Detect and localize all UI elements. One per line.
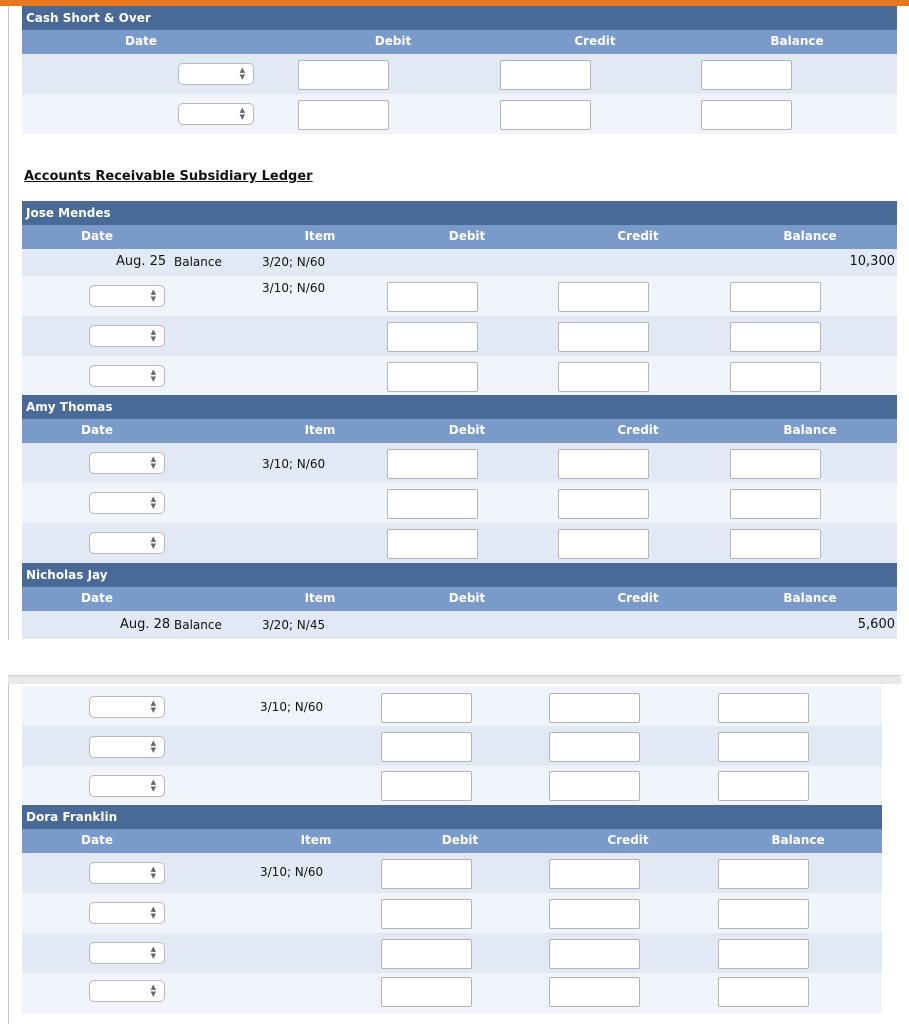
entry-item: 3/10; N/60	[260, 700, 324, 714]
jose-mendes-header-row	[22, 225, 897, 249]
date-select[interactable]	[89, 285, 165, 307]
dora-franklin-entry-row	[22, 973, 882, 1013]
debit-input[interactable]	[381, 899, 472, 929]
cash-short-over-title: Cash Short & Over	[22, 6, 897, 30]
header-item: Item	[300, 833, 332, 847]
date-select[interactable]	[89, 862, 165, 884]
credit-input[interactable]	[500, 60, 591, 90]
balance-row-date: Aug. 28	[120, 617, 171, 632]
credit-input[interactable]	[549, 732, 640, 762]
up-down-arrows-icon: ▲ ▼	[150, 495, 156, 510]
nicholas-jay-entry-row	[22, 766, 882, 805]
balance-input[interactable]	[718, 693, 809, 723]
header-balance: Balance	[783, 423, 837, 437]
up-down-arrows-icon: ▲ ▼	[239, 66, 245, 81]
balance-input[interactable]	[730, 449, 821, 479]
up-down-arrows-icon: ▲ ▼	[150, 865, 156, 880]
balance-row-date: Aug. 25	[116, 254, 167, 269]
date-select[interactable]	[178, 63, 254, 85]
debit-input[interactable]	[387, 449, 478, 479]
left-rule	[8, 683, 9, 1024]
balance-input[interactable]	[701, 60, 792, 90]
header-debit: Debit	[448, 423, 486, 437]
up-down-arrows-icon: ▲ ▼	[150, 739, 156, 754]
header-balance: Balance	[770, 34, 824, 48]
ar-ledger-heading: Accounts Receivable Subsidiary Ledger	[24, 169, 313, 184]
jose-mendes-entry-row	[22, 356, 897, 396]
credit-input[interactable]	[558, 362, 649, 392]
date-select[interactable]	[89, 452, 165, 474]
credit-input[interactable]	[549, 693, 640, 723]
header-date: Date	[81, 591, 113, 605]
balance-row-label: Balance	[174, 255, 222, 269]
header-date: Date	[125, 34, 157, 48]
balance-row-label: Balance	[174, 618, 222, 632]
balance-input[interactable]	[730, 322, 821, 352]
balance-row-item: 3/20; N/60	[262, 255, 326, 269]
debit-input[interactable]	[381, 939, 472, 969]
date-select[interactable]	[89, 980, 165, 1002]
up-down-arrows-icon: ▲ ▼	[150, 945, 156, 960]
balance-input[interactable]	[718, 939, 809, 969]
date-select[interactable]	[89, 902, 165, 924]
balance-input[interactable]	[718, 732, 809, 762]
credit-input[interactable]	[549, 977, 640, 1007]
credit-input[interactable]	[549, 771, 640, 801]
debit-input[interactable]	[298, 60, 389, 90]
up-down-arrows-icon: ▲ ▼	[150, 983, 156, 998]
date-select[interactable]	[178, 103, 254, 125]
nicholas-jay-balance-row	[22, 611, 897, 639]
header-debit: Debit	[441, 833, 479, 847]
dora-franklin-entry-row	[22, 853, 882, 893]
balance-input[interactable]	[730, 362, 821, 392]
header-credit: Credit	[617, 591, 659, 605]
balance-input[interactable]	[701, 100, 792, 130]
debit-input[interactable]	[381, 977, 472, 1007]
debit-input[interactable]	[381, 859, 472, 889]
left-rule	[8, 6, 9, 640]
credit-input[interactable]	[558, 449, 649, 479]
header-item: Item	[304, 229, 336, 243]
debit-input[interactable]	[381, 693, 472, 723]
up-down-arrows-icon: ▲ ▼	[150, 455, 156, 470]
balance-input[interactable]	[730, 529, 821, 559]
amy-thomas-title: Amy Thomas	[22, 395, 897, 419]
date-select[interactable]	[89, 492, 165, 514]
credit-input[interactable]	[549, 899, 640, 929]
balance-row-balance: 5,600	[857, 617, 895, 632]
balance-input[interactable]	[718, 771, 809, 801]
credit-input[interactable]	[549, 859, 640, 889]
header-date: Date	[81, 229, 113, 243]
up-down-arrows-icon: ▲ ▼	[150, 535, 156, 550]
date-select[interactable]	[89, 942, 165, 964]
debit-input[interactable]	[387, 322, 478, 352]
credit-input[interactable]	[549, 939, 640, 969]
jose-mendes-entry-row	[22, 316, 897, 356]
amy-thomas-entry-row	[22, 443, 897, 483]
up-down-arrows-icon: ▲ ▼	[150, 368, 156, 383]
balance-input[interactable]	[718, 899, 809, 929]
balance-row-balance: 10,300	[849, 254, 895, 269]
header-balance: Balance	[771, 833, 825, 847]
credit-input[interactable]	[500, 100, 591, 130]
header-item: Item	[304, 591, 336, 605]
up-down-arrows-icon: ▲ ▼	[150, 905, 156, 920]
debit-input[interactable]	[381, 771, 472, 801]
nicholas-jay-title: Nicholas Jay	[22, 563, 897, 587]
date-select[interactable]	[89, 325, 165, 347]
nicholas-jay-entry-row	[22, 686, 882, 726]
header-credit: Credit	[607, 833, 649, 847]
date-select[interactable]	[89, 365, 165, 387]
nicholas-jay-entry-row	[22, 726, 882, 766]
header-date: Date	[81, 833, 113, 847]
debit-input[interactable]	[381, 732, 472, 762]
up-down-arrows-icon: ▲ ▼	[239, 106, 245, 121]
balance-input[interactable]	[718, 977, 809, 1007]
credit-input[interactable]	[558, 322, 649, 352]
credit-input[interactable]	[558, 282, 649, 312]
balance-input[interactable]	[730, 489, 821, 519]
cash-short-over-header-row	[22, 30, 897, 54]
amy-thomas-header-row	[22, 419, 897, 443]
date-select[interactable]	[89, 775, 165, 797]
dora-franklin-title: Dora Franklin	[22, 805, 882, 829]
jose-mendes-balance-row	[22, 249, 897, 276]
up-down-arrows-icon: ▲ ▼	[150, 328, 156, 343]
credit-input[interactable]	[558, 529, 649, 559]
debit-input[interactable]	[387, 529, 478, 559]
header-credit: Credit	[574, 34, 616, 48]
entry-item: 3/10; N/60	[262, 281, 326, 295]
amy-thomas-entry-row	[22, 523, 897, 563]
credit-input[interactable]	[558, 489, 649, 519]
header-item: Item	[304, 423, 336, 437]
amy-thomas-entry-row	[22, 483, 897, 523]
date-select[interactable]	[89, 736, 165, 758]
up-down-arrows-icon: ▲ ▼	[150, 288, 156, 303]
balance-row-item: 3/20; N/45	[262, 618, 326, 632]
debit-input[interactable]	[387, 362, 478, 392]
jose-mendes-title: Jose Mendes	[22, 201, 897, 225]
header-credit: Credit	[617, 423, 659, 437]
dora-franklin-header-row	[22, 829, 882, 853]
balance-input[interactable]	[718, 859, 809, 889]
debit-input[interactable]	[298, 100, 389, 130]
header-date: Date	[81, 423, 113, 437]
nicholas-jay-header-row	[22, 587, 897, 611]
balance-input[interactable]	[730, 282, 821, 312]
dora-franklin-entry-row	[22, 893, 882, 933]
page-separator	[8, 675, 901, 684]
cash-short-over-row	[22, 54, 897, 94]
jose-mendes-entry-row	[22, 276, 897, 316]
date-select[interactable]	[89, 696, 165, 718]
entry-item: 3/10; N/60	[262, 457, 326, 471]
up-down-arrows-icon: ▲ ▼	[150, 699, 156, 714]
header-balance: Balance	[783, 591, 837, 605]
header-debit: Debit	[448, 229, 486, 243]
cash-short-over-row	[22, 94, 897, 134]
header-debit: Debit	[448, 591, 486, 605]
entry-item: 3/10; N/60	[260, 865, 324, 879]
header-balance: Balance	[783, 229, 837, 243]
header-credit: Credit	[617, 229, 659, 243]
debit-input[interactable]	[387, 282, 478, 312]
dora-franklin-entry-row	[22, 933, 882, 973]
up-down-arrows-icon: ▲ ▼	[150, 778, 156, 793]
header-debit: Debit	[374, 34, 412, 48]
date-select[interactable]	[89, 532, 165, 554]
debit-input[interactable]	[387, 489, 478, 519]
